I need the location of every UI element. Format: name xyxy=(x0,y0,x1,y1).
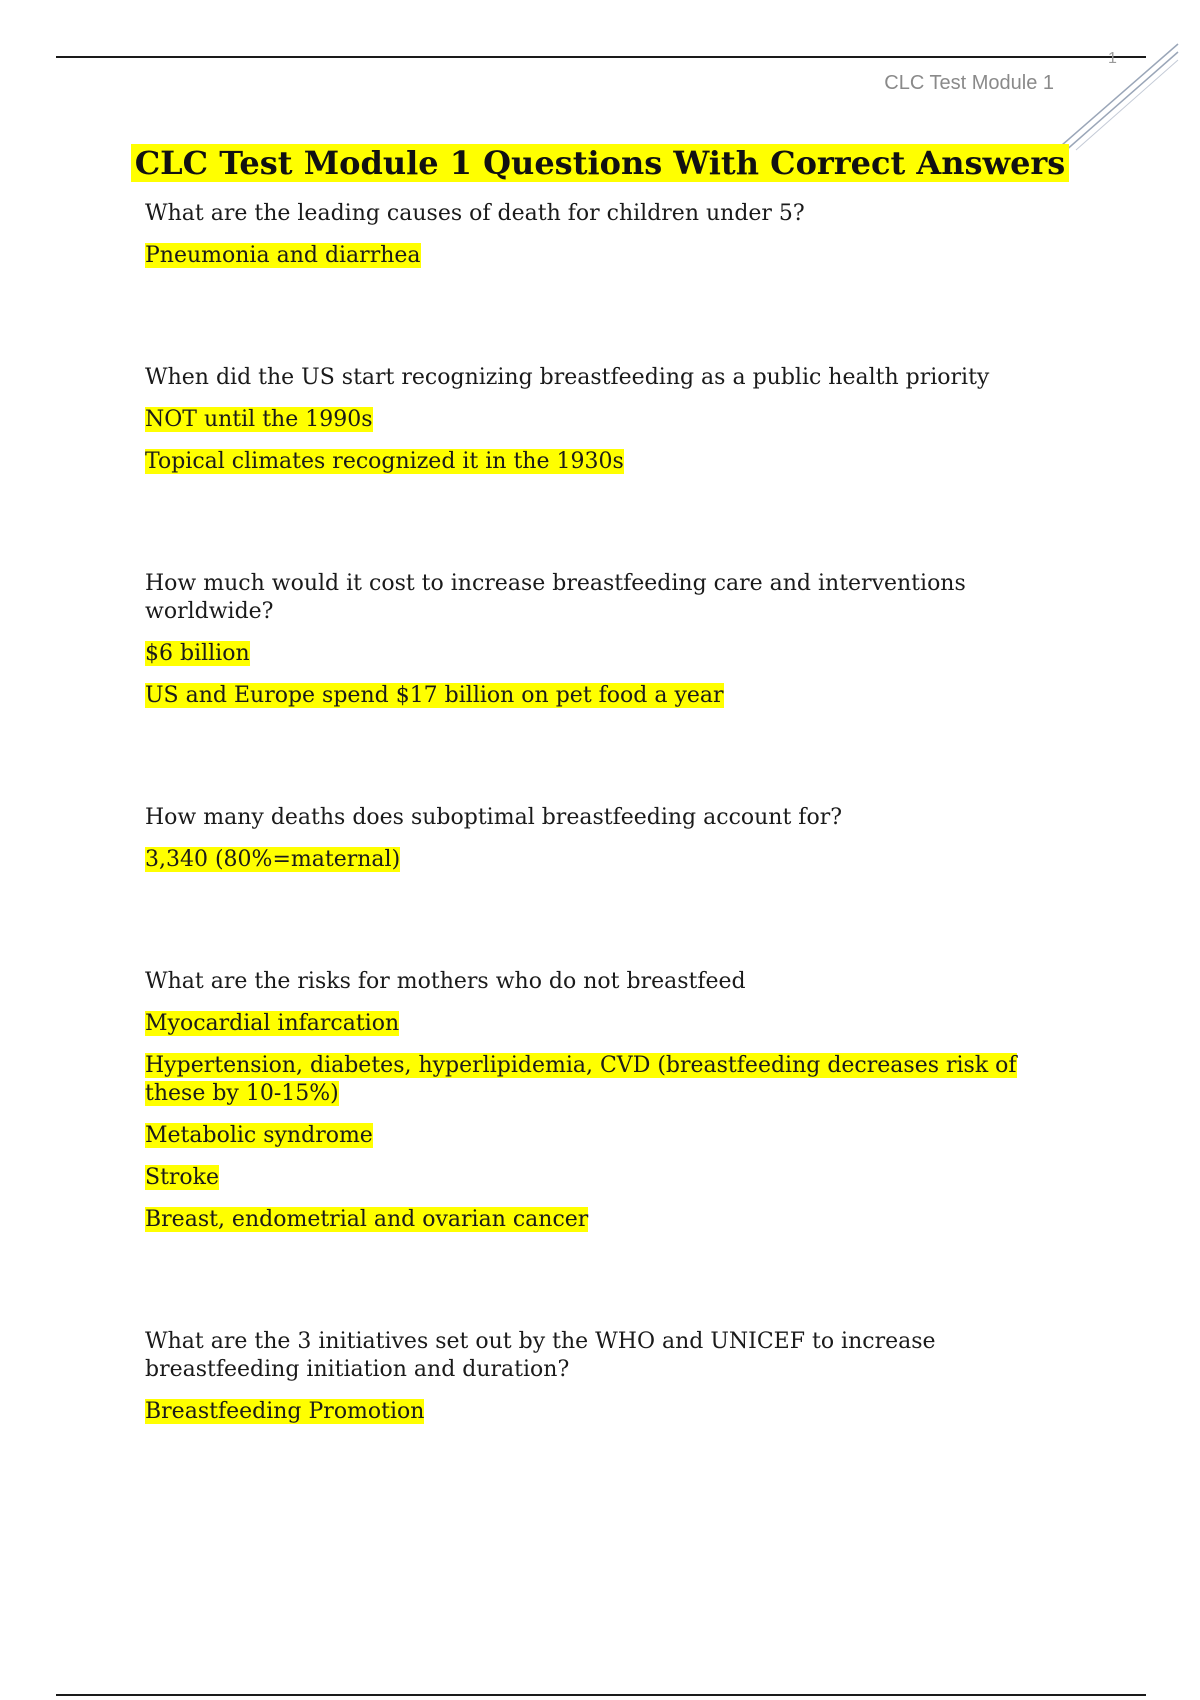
answer xyxy=(145,448,1065,476)
answer-text: US and Europe spend $17 billion on pet food a year xyxy=(145,683,724,708)
answer xyxy=(145,846,1065,874)
answer-text: Topical climates recognized it in the 1930s xyxy=(145,449,624,474)
qa-content xyxy=(145,200,1065,1440)
title-wrapper xyxy=(0,144,1200,182)
answer-text: Stroke xyxy=(145,1165,220,1190)
answer xyxy=(145,1010,1065,1038)
page-number: 1 xyxy=(1108,50,1117,67)
question: What are the 3 initiatives set out by the WHO and UNICEF to increase breastfeeding initiation and duration? xyxy=(145,1329,936,1382)
answer xyxy=(145,1122,1065,1150)
question: What are the risks for mothers who do not breastfeed xyxy=(145,969,746,994)
answer xyxy=(145,1052,1065,1108)
answer-text: Myocardial infarcation xyxy=(145,1011,400,1036)
qa-item xyxy=(145,1328,1065,1426)
running-header: CLC Test Module 1 xyxy=(884,72,1054,94)
answer xyxy=(145,1398,1065,1426)
answer xyxy=(145,640,1065,668)
answer-text: 3,340 (80%=maternal) xyxy=(145,847,401,872)
answer-text: Hypertension, diabetes, hyperlipidemia, CVD (breastfeeding decreases risk of these by 10-15%) xyxy=(145,1053,1017,1106)
document-title: CLC Test Module 1 Questions With Correct Answers xyxy=(131,144,1070,182)
answer xyxy=(145,1164,1065,1192)
answer-text: Breastfeeding Promotion xyxy=(145,1399,425,1424)
answer xyxy=(145,406,1065,434)
question: What are the leading causes of death for children under 5? xyxy=(145,201,805,226)
answer-text: Metabolic syndrome xyxy=(145,1123,373,1148)
answer-text: NOT until the 1990s xyxy=(145,407,373,432)
answer-text: Breast, endometrial and ovarian cancer xyxy=(145,1207,589,1232)
answer xyxy=(145,1206,1065,1234)
answer xyxy=(145,682,1065,710)
qa-item xyxy=(145,200,1065,270)
qa-item xyxy=(145,804,1065,874)
answer xyxy=(145,242,1065,270)
top-rule xyxy=(56,56,1146,58)
qa-item xyxy=(145,968,1065,1234)
answer-text: $6 billion xyxy=(145,641,250,666)
bottom-rule xyxy=(56,1694,1146,1696)
qa-item xyxy=(145,364,1065,476)
qa-item xyxy=(145,570,1065,710)
question: How many deaths does suboptimal breastfeeding account for? xyxy=(145,805,843,830)
answer-text: Pneumonia and diarrhea xyxy=(145,243,421,268)
question: When did the US start recognizing breastfeeding as a public health priority xyxy=(145,365,990,390)
question: How much would it cost to increase breastfeeding care and interventions worldwide? xyxy=(145,571,966,624)
